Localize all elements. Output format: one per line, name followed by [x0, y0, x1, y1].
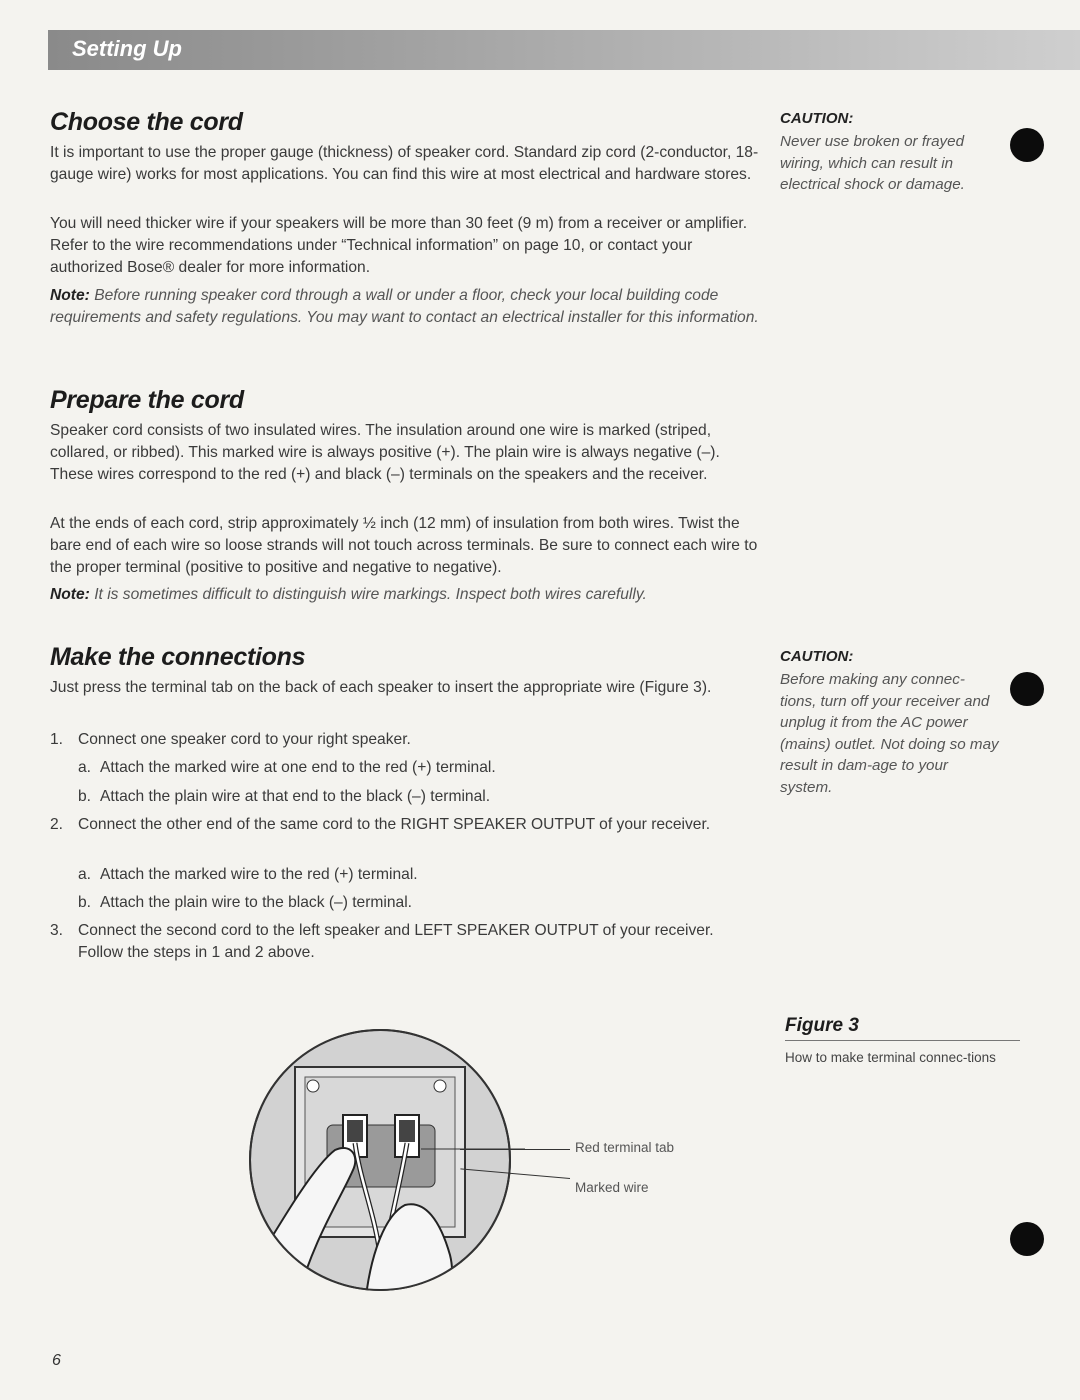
note-text: Before running speaker cord through a wall or under a floor, check your local building code requirements and safety regulations. You may want to contact an electrical installer for this information.: [50, 287, 759, 326]
heading-prepare-the-cord: Prepare the cord: [50, 386, 244, 414]
substep-letter: b.: [78, 894, 92, 911]
step-text: Connect one speaker cord to your right speaker.: [78, 731, 411, 748]
figure-title: Figure 3: [785, 1015, 859, 1036]
header-bar: [48, 30, 1080, 70]
step-number: 2.: [50, 816, 64, 833]
note-text: It is sometimes difficult to distinguish wire markings. Inspect both wires carefully.: [94, 586, 647, 603]
step-text: Connect the other end of the same cord to the RIGHT SPEAKER OUTPUT of your receiver.: [78, 816, 711, 833]
substep-text: Attach the marked wire to the red (+) terminal.: [100, 866, 418, 883]
speaker-terminal-illustration: [235, 1015, 525, 1305]
callout-red-terminal-tab: Red terminal tab: [575, 1140, 675, 1155]
note-label: Note:: [50, 287, 90, 304]
caution-text: Before making any connec-tions, turn off your receiver and unplug it from the AC power (mains) outlet. Not doing so may result in dam-age to your system.: [780, 671, 999, 796]
figure-rule: [785, 1040, 1020, 1041]
step-number: 1.: [50, 731, 64, 748]
callout-line: [460, 1149, 570, 1150]
caution-text: Never use broken or frayed wiring, which can result in electrical shock or damage.: [780, 133, 965, 193]
caution-title: CAUTION:: [780, 648, 854, 665]
substep-text: Attach the plain wire to the black (–) terminal.: [100, 894, 413, 911]
step-text: Connect the second cord to the left speaker and LEFT SPEAKER OUTPUT of your receiver. Follow the steps in 1 and 2 above.: [78, 922, 714, 961]
substep-text: Attach the marked wire at one end to the red (+) terminal.: [100, 759, 496, 776]
margin-bullet-icon: [1010, 128, 1044, 162]
substep-letter: b.: [78, 788, 92, 805]
margin-bullet-icon: [1010, 672, 1044, 706]
prepare-note: [50, 584, 760, 606]
caution-title: CAUTION:: [780, 110, 854, 127]
connections-intro: Just press the terminal tab on the back of each speaker to insert the appropriate wire (Figure 3).: [50, 679, 712, 696]
prepare-paragraph-1: Speaker cord consists of two insulated wires. The insulation around one wire is marked (striped, collared, or ribbed). This marked wire is always positive (+). The plain wire is always negative (–). These wires correspond to the red (+) and black (–) terminals on the speakers and the receiver.: [50, 422, 720, 483]
substep-text: Attach the plain wire at that end to the black (–) terminal.: [100, 788, 491, 805]
callout-marked-wire: Marked wire: [575, 1180, 649, 1195]
page-number: 6: [52, 1352, 61, 1369]
substep-letter: a.: [78, 759, 92, 776]
choose-paragraph-1: It is important to use the proper gauge (thickness) of speaker cord. Standard zip cord (2-conductor, 18-gauge wire) works for most applications. You can find this wire at most electrical and hardware stores.: [50, 144, 759, 183]
margin-bullet-icon: [1010, 1222, 1044, 1256]
figure-caption: How to make terminal connec-tions: [785, 1050, 996, 1065]
caution-box-1: [780, 110, 1000, 196]
note-label: Note:: [50, 586, 90, 603]
heading-make-the-connections: Make the connections: [50, 643, 306, 671]
substep-letter: a.: [78, 866, 92, 883]
choose-note: [50, 285, 760, 329]
step-number: 3.: [50, 922, 64, 939]
section-header-title: Setting Up: [72, 36, 182, 61]
caution-box-2: [780, 648, 1000, 798]
heading-choose-the-cord: Choose the cord: [50, 108, 243, 136]
choose-paragraph-2: You will need thicker wire if your speakers will be more than 30 feet (9 m) from a receiver or amplifier. Refer to the wire recommendations under “Technical information” on page 10, or contact your authorized Bose® dealer for more information.: [50, 215, 748, 276]
prepare-paragraph-2: At the ends of each cord, strip approximately ½ inch (12 mm) of insulation from both wires. Twist the bare end of each wire so loose strands will not touch across terminals. Be sure to connect each wire to the proper terminal (positive to positive and negative to negative).: [50, 515, 758, 576]
